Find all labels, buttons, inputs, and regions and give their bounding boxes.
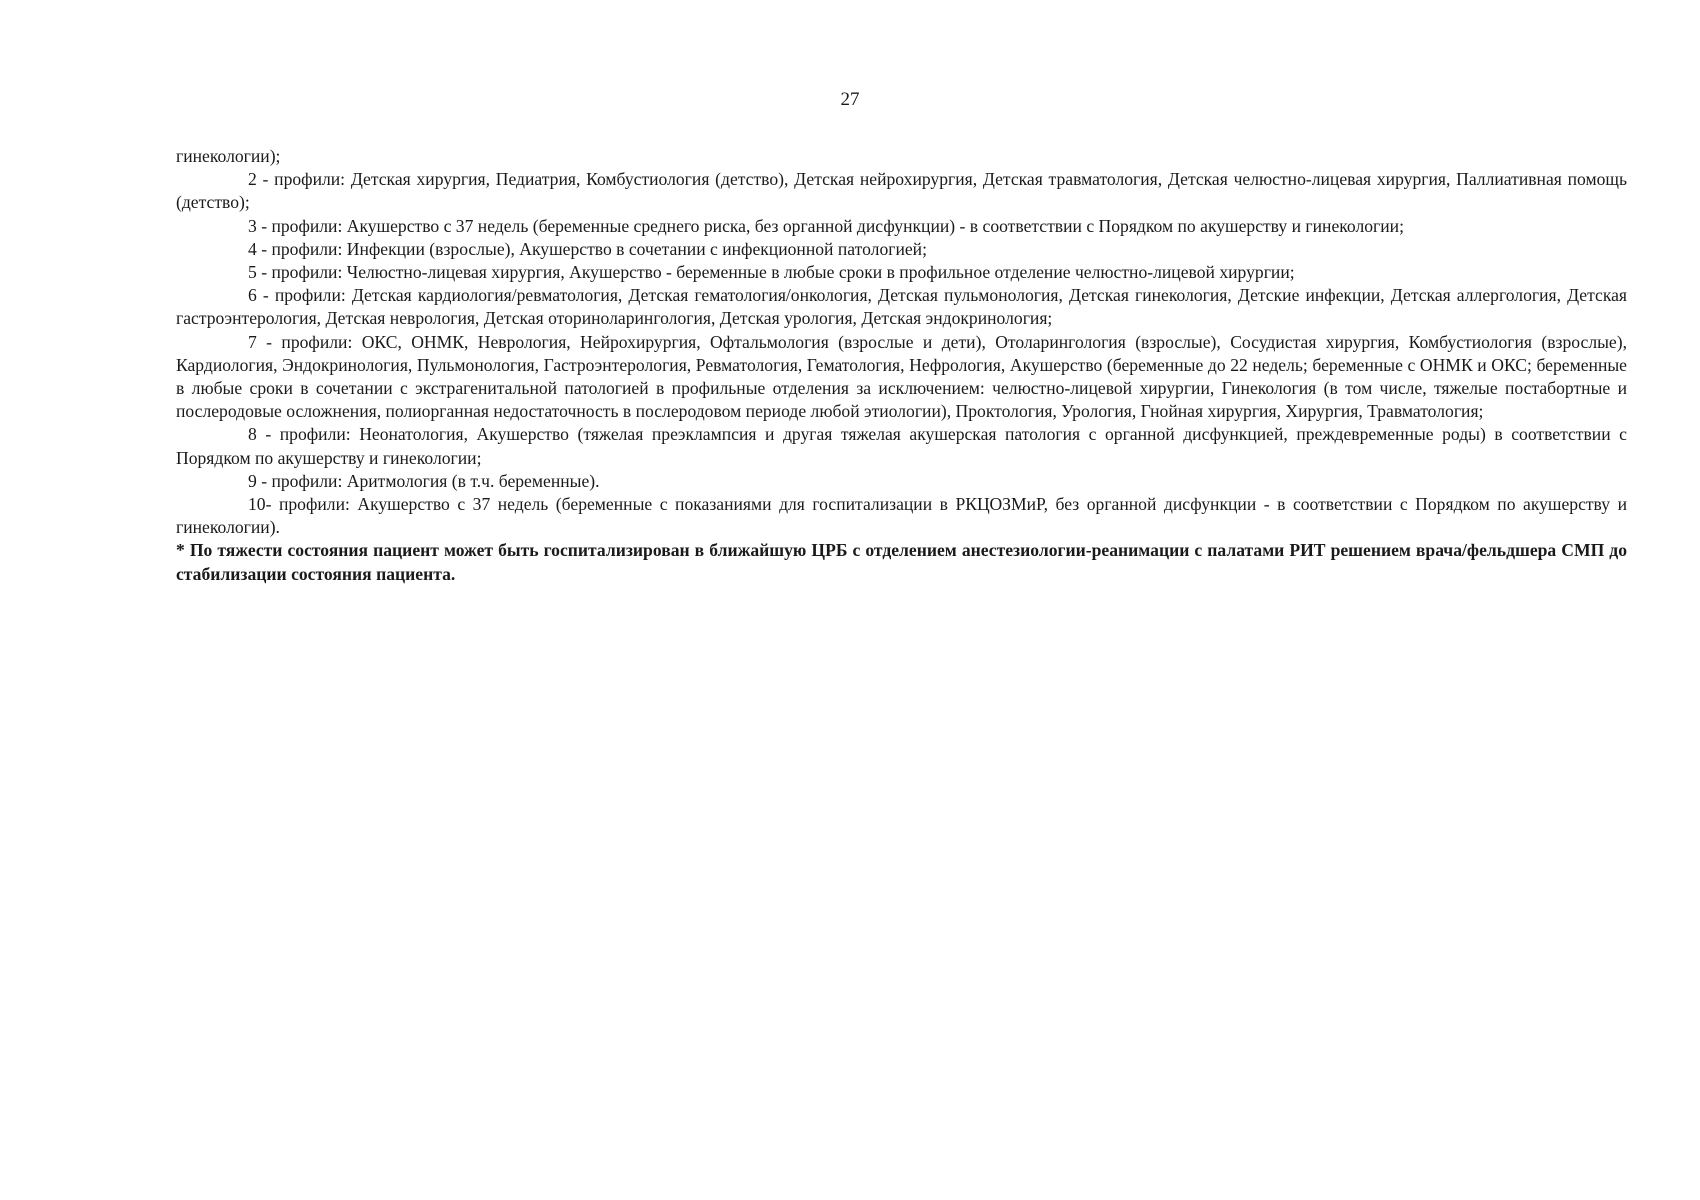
footnote-bold: * По тяжести состояния пациент может быть госпитализирован в ближайшую ЦРБ с отделением анестезиологии-реанимации с палатами РИТ решением врача/фельдшера СМП до стабилизации состояния пациента. bbox=[176, 540, 1627, 584]
paragraph-profile-4: 4 - профили: Инфекции (взрослые), Акушерство в сочетании с инфекционной патологией; bbox=[248, 238, 927, 259]
page-number: 27 bbox=[840, 89, 860, 110]
paragraph-profile-2: 2 - профили: Детская хирургия, Педиатрия, Комбустиология (детство), Детская нейрохирургия, Детская травматология, Детская челюстно-лицевая хирургия, Паллиативная помощь (детство); bbox=[176, 169, 1627, 213]
paragraph-profile-5: 5 - профили: Челюстно-лицевая хирургия, Акушерство - беременные в любые сроки в профильное отделение челюстно-лицевой хирургии; bbox=[248, 262, 1295, 283]
paragraph-profile-3: 3 - профили: Акушерство с 37 недель (беременные среднего риска, без органной дисфункции) - в соответствии с Порядком по акушерству и гинекологии; bbox=[248, 215, 1404, 236]
paragraph-profile-6: 6 - профили: Детская кардиология/ревматология, Детская гематология/онкология, Детская пульмонология, Детская гинекология, Детские инфекции, Детская аллергология, Детская гастроэнтерология, Детская неврология, Детская оториноларингология, Детская урология, Детская эндокринология; bbox=[176, 285, 1627, 329]
paragraph-profile-10: 10- профили: Акушерство с 37 недель (беременные с показаниями для госпитализации в РКЦОЗМиР, без органной дисфункции - в соответствии с Порядком по акушерству и гинекологии). bbox=[176, 494, 1627, 538]
document-body bbox=[176, 145, 1627, 586]
paragraph-continuation: гинекологии); bbox=[176, 146, 281, 166]
paragraph-profile-8: 8 - профили: Неонатология, Акушерство (тяжелая преэклампсия и другая тяжелая акушерская патология с органной дисфункцией, преждевременные роды) в соответствии с Порядком по акушерству и гинекологии; bbox=[176, 424, 1627, 468]
paragraph-profile-7: 7 - профили: ОКС, ОНМК, Неврология, Нейрохирургия, Офтальмология (взрослые и дети), Отоларингология (взрослые), Сосудистая хирургия, Комбустиология (взрослые), Кардиология, Эндокринология, Пульмонология, Гастроэнтерология, Ревматология, Гематология, Нефрология, Акушерство (беременные до 22 недель; беременные с ОНМК и ОКС; беременные в любые сроки в сочетании с экстрагенитальной патологией в профильные отделения за исключением: челюстно-лицевой хирургии, Гинекология (в том числе, тяжелые постабортные и послеродовые осложнения, полиорганная недостаточность в послеродовом периоде любой этиологии), Проктология, Урология, Гнойная хирургия, Хирургия, Травматология; bbox=[176, 331, 1627, 422]
paragraph-profile-9: 9 - профили: Аритмология (в т.ч. беременные). bbox=[248, 470, 600, 491]
